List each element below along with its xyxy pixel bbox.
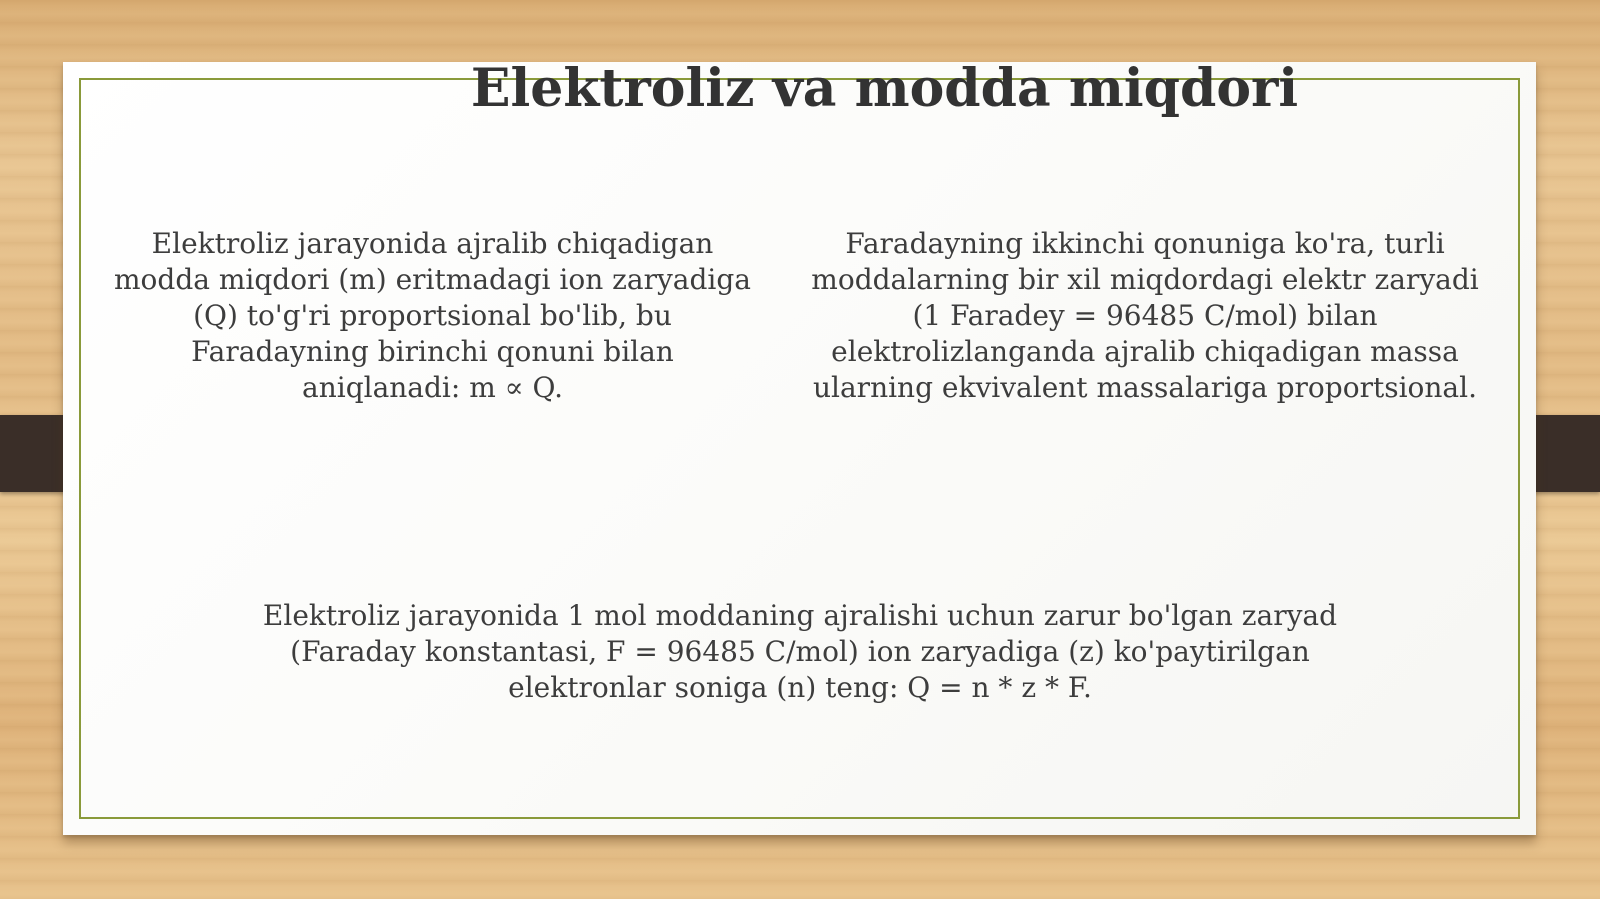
slide-frame-border	[79, 78, 1520, 819]
slide-title: Elektroliz va modda miqdori	[470, 58, 1299, 119]
right-paragraph: Faradayning ikkinchi qonuniga ko'ra, turli moddalarning bir xil miqdordagi elektr zaryadi (1 Faradey = 96485 C/mol) bilan elektrolizlanganda ajralib chiqadigan massa ularning ekvivalent massalariga proportsional.	[811, 227, 1479, 404]
left-paragraph: Elektroliz jarayonida ajralib chiqadigan modda miqdori (m) eritmadagi ion zaryadiga (Q) to'g'ri proportsional bo'lib, bu Faradayning birinchi qonuni bilan aniqlanadi: m ∝ Q.	[114, 227, 751, 404]
slide-paper	[63, 62, 1536, 835]
bottom-paragraph: Elektroliz jarayonida 1 mol moddaning ajralishi uchun zarur bo'lgan zaryad (Faraday konstantasi, F = 96485 C/mol) ion zaryadiga (z) ko'paytirilgan elektronlar soniga (n) teng: Q = n * z * F.	[262, 599, 1338, 704]
